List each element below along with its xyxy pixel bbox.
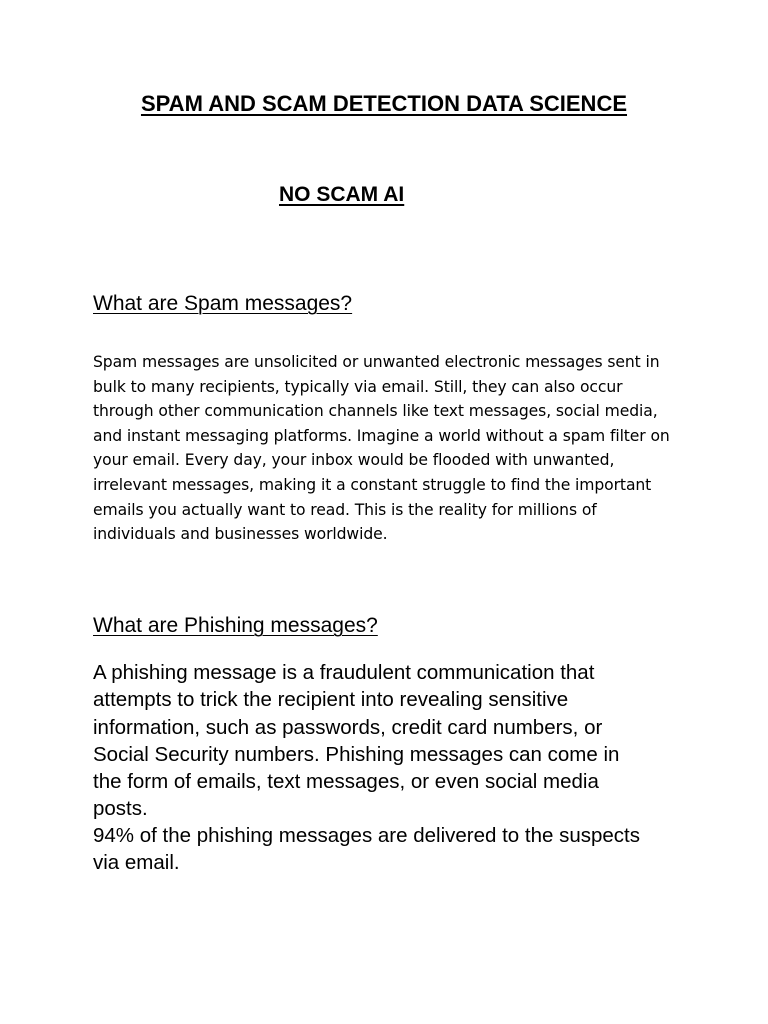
- phishing-statistic-paragraph: 94% of the phishing messages are delivered to the suspects via email.: [93, 824, 640, 875]
- phishing-paragraph: A phishing message is a fraudulent communication that attempts to trick the recipient into revealing sensitive information, such as passwords, credit card numbers, or Social Security numbers. Phishing messages can come in the form of emails, text messages, or even social media posts.: [93, 661, 620, 821]
- section-heading-spam: What are Spam messages?: [93, 292, 353, 315]
- document-subtitle: NO SCAM AI: [279, 183, 405, 206]
- document-title: SPAM AND SCAM DETECTION DATA SCIENCE: [140, 91, 628, 116]
- section-heading-phishing: What are Phishing messages?: [93, 614, 378, 637]
- spam-paragraph: Spam messages are unsolicited or unwanted electronic messages sent in bulk to many recipients, typically via email. Still, they can also occur through other communication channels like text messages, social media, and instant messaging platforms. Imagine a world without a spam filter on your email. Every day, your inbox would be flooded with unwanted, irrelevant messages, making it a constant struggle to find the important emails you actually want to read. This is the reality for millions of individuals and businesses worldwide.: [93, 353, 670, 544]
